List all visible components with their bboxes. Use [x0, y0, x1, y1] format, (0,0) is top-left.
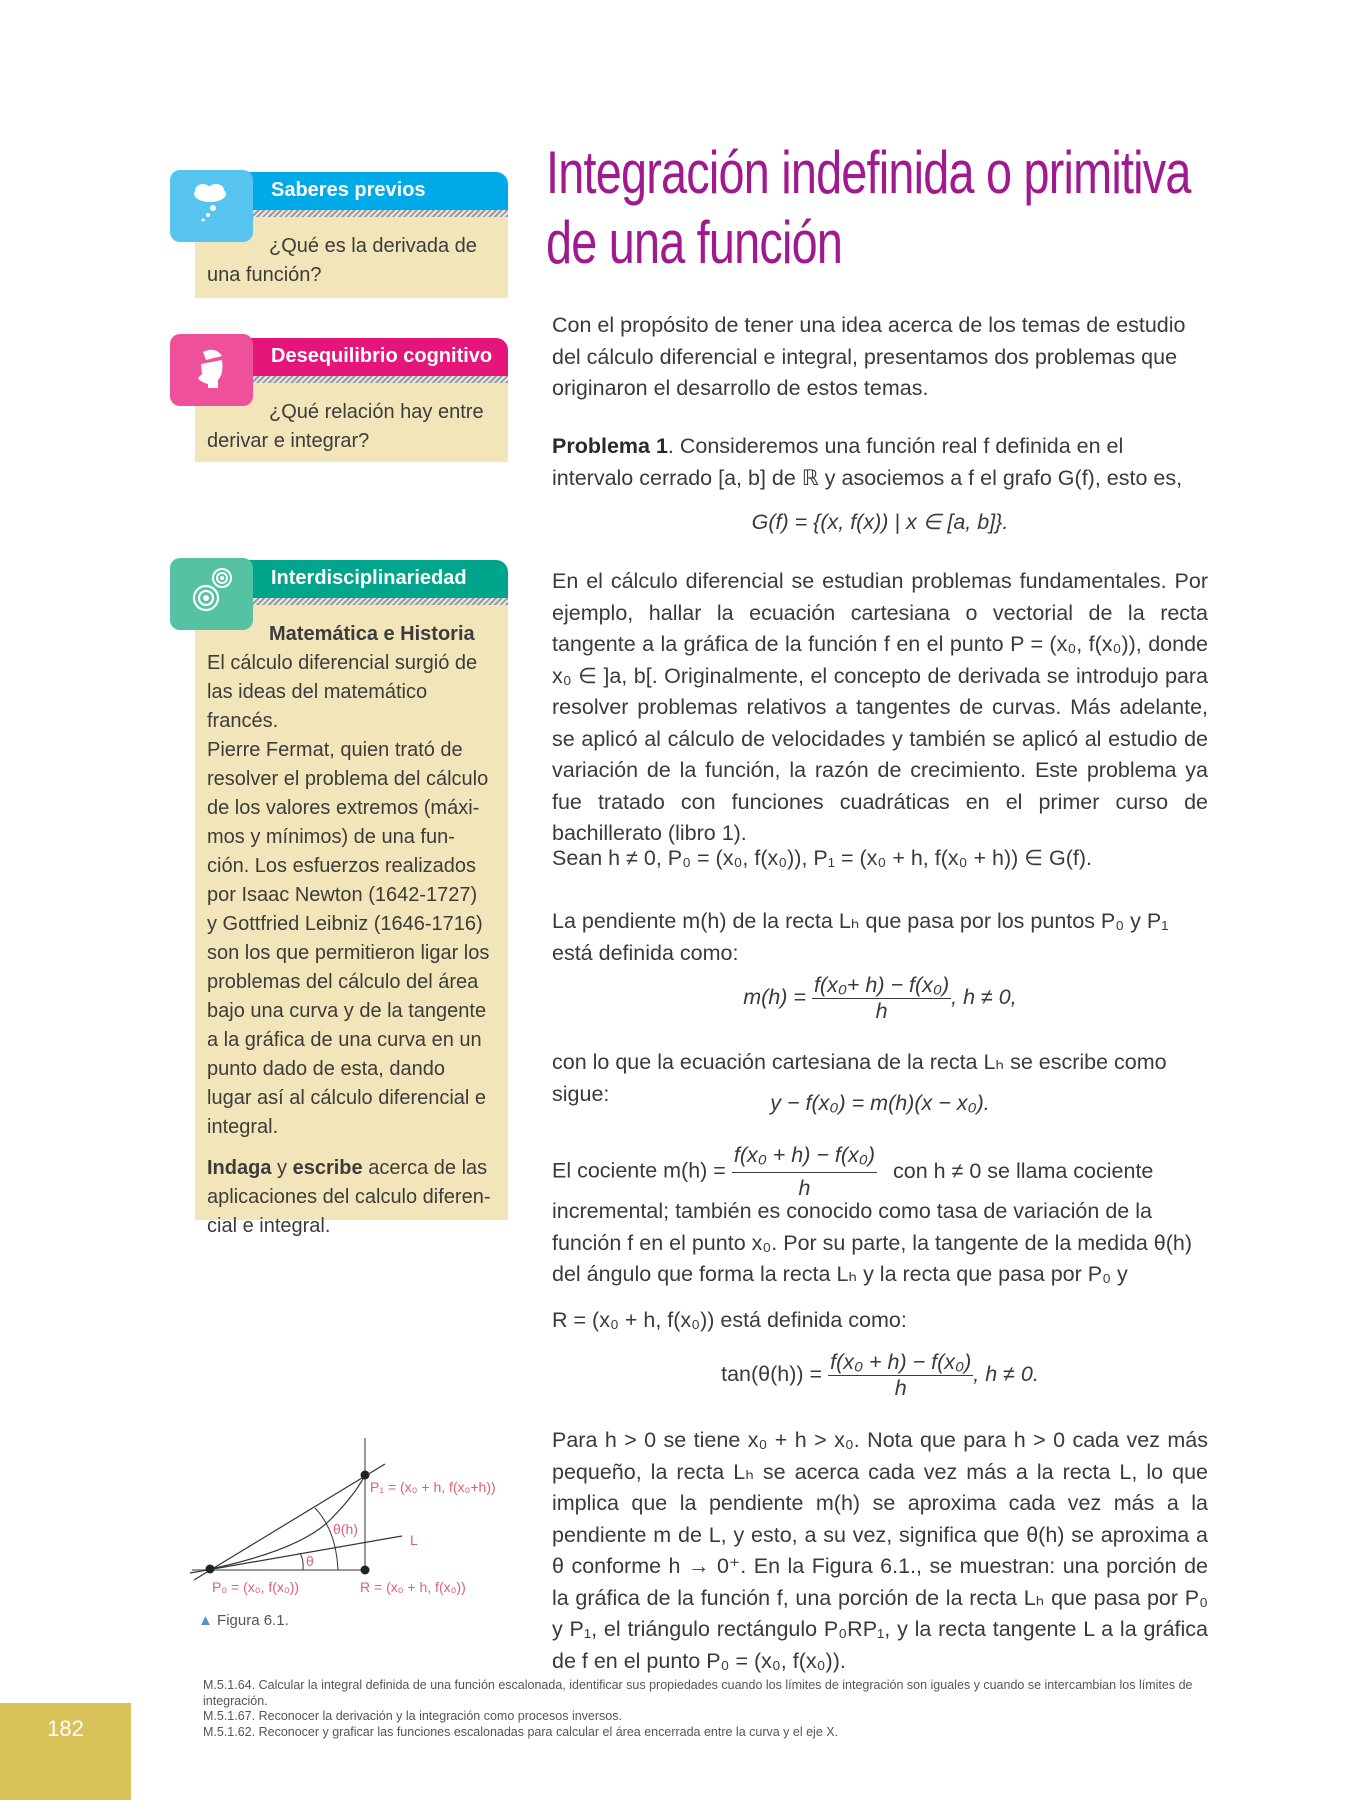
label-p1: P₁ = (x₀ + h, f(x₀+h)) [370, 1479, 496, 1495]
inter-body-line: Pierre Fermat, quien trató de [207, 739, 463, 761]
interdisciplinariedad-title: Interdisciplinariedad [271, 567, 467, 589]
theta-arc [300, 1553, 303, 1570]
desequilibrio-box [195, 345, 508, 462]
slope-numerator: f(x₀+ h) − f(x₀) [813, 973, 950, 997]
label-r: R = (x₀ + h, f(x₀)) [360, 1579, 466, 1595]
tangent-condition: , h ≠ 0. [973, 1362, 1039, 1387]
inter-body-line: integral. [207, 1116, 279, 1138]
interdisciplinariedad-box [195, 567, 508, 1237]
cociente-post: con h ≠ 0 se llama cociente [893, 1158, 1154, 1183]
curriculum-note: M.5.1.62. Reconocer y graficar las funciones escalonadas para calcular el área encerrada entre la curva y el eje X. [203, 1724, 839, 1739]
slope-condition: , h ≠ 0, [951, 985, 1017, 1010]
label-p0: P₀ = (x₀, f(x₀)) [212, 1579, 300, 1595]
tangent-fraction [828, 1350, 973, 1401]
task-connector: y [271, 1157, 293, 1179]
problema-text: . Consideremos una función real f definida en el intervalo cerrado [a, b] de ℝ y asociemos a f el grafo G(f), esto es, [552, 434, 1183, 490]
triangle-marker-icon: ▲ [198, 1612, 213, 1629]
inter-subtitle: Matemática e Historia [269, 623, 475, 645]
saberes-question-cont: una función? [207, 264, 322, 286]
task-text-line2: aplicaciones del calculo diferen- [207, 1186, 491, 1208]
inter-body-line: y Gottfried Leibniz (1646-1716) [207, 913, 483, 935]
inter-body-line: El cálculo diferencial surgió de [207, 652, 478, 674]
saberes-previos-title: Saberes previos [271, 179, 426, 201]
point-r [361, 1566, 370, 1575]
desequilibrio-title: Desequilibrio cognitivo [271, 345, 493, 367]
task-indaga: Indaga [207, 1157, 272, 1179]
tangent-formula [552, 1350, 1208, 1401]
inter-body [207, 649, 498, 1142]
diferencial-paragraph: En el cálculo diferencial se estudian problemas fundamentales. Por ejemplo, hallar la ecuación cartesiana o vectorial de la recta tangente a la gráfica de la función f en el punto P = (x₀, f(x₀)), donde x₀ ∈ ]a, b[. Originalmente, el concepto de derivada se introdujo para resolver problemas relativos a tangentes de curvas. Más adelante, se aplicó al cálculo de velocidades y también se aplicó al estudio de variación de la función, la razón de crecimiento. Este problema ya fue tratado con funciones cuadráticas en el primer curso de bachillerato (libro 1). [552, 569, 1208, 845]
task-text: acerca de las [362, 1157, 488, 1179]
page-title [546, 138, 1191, 278]
tangent-denominator: h [894, 1376, 907, 1400]
slope-denominator: h [875, 999, 888, 1023]
curriculum-note: M.5.1.64. Calcular la integral definida de una función escalonada, identificar sus propiedades cuando los límites de integración son iguales y cuando se intercambian los límites de integración. [203, 1678, 1193, 1708]
inter-body-line: resolver el problema del cálculo [207, 768, 489, 790]
cociente-line [552, 1140, 1208, 1204]
r-definition: R = (x₀ + h, f(x₀)) está definida como: [552, 1308, 907, 1332]
figure-caption [198, 1612, 289, 1629]
point-p1 [361, 1471, 370, 1480]
task-text-line3: cial e integral. [207, 1215, 331, 1237]
label-theta-h: θ(h) [333, 1521, 358, 1537]
inter-body-line: por Isaac Newton (1642-1727) [207, 884, 478, 906]
problema-label: Problema 1 [552, 434, 668, 458]
incremental-paragraph: incremental; también es conocido como tasa de variación de la función f en el punto x₀. Por su parte, la tangente de la medida θ(h) del ángulo que forma la recta Lₕ y la recta que pasa por P₀ y [552, 1199, 1192, 1286]
inter-body-line: son los que permitieron ligar los [207, 942, 490, 964]
tangent-line-l [190, 1536, 402, 1573]
theta-h-arc [315, 1508, 338, 1570]
inter-body-line: de los valores extremos (máxi- [207, 797, 480, 819]
curriculum-note: M.5.1.67. Reconocer la derivación y la integración como procesos inversos. [203, 1709, 622, 1723]
inter-body-line: las ideas del matemático francés. [207, 681, 428, 732]
inter-body-line: mos y mínimos) de una fun- [207, 826, 455, 848]
page-title-line2: de una función [546, 209, 843, 276]
inter-body-line: lugar así al cálculo diferencial e [207, 1087, 487, 1109]
saberes-previos-box [195, 179, 508, 298]
point-p0 [206, 1565, 215, 1574]
desequilibrio-question: ¿Qué relación hay entre [269, 401, 484, 423]
saberes-question: ¿Qué es la derivada de [269, 235, 477, 257]
ecuacion-intro: con lo que la ecuación cartesiana de la recta Lₕ se escribe como sigue: [552, 1050, 1167, 1106]
cociente-lhs: El cociente m(h) = [552, 1158, 726, 1183]
figure-caption-text: Figura 6.1. [217, 1612, 289, 1629]
slope-fraction [812, 973, 951, 1024]
inter-body-line: bajo una curva y de la tangente [207, 1000, 487, 1022]
cociente-fraction [732, 1140, 877, 1204]
tangent-numerator: f(x₀ + h) − f(x₀) [830, 1350, 972, 1374]
open-head-icon [170, 334, 253, 406]
desequilibrio-question-cont: derivar e integrar? [207, 430, 370, 452]
inter-body-line: ción. Los esfuerzos realizados [207, 855, 477, 877]
slope-lhs: m(h) = [743, 985, 806, 1010]
inter-body-line: a la gráfica de una curva en un [207, 1029, 482, 1051]
graph-equation [552, 510, 1208, 535]
cociente-denominator: h [798, 1175, 811, 1200]
curriculum-notes [203, 1678, 1203, 1740]
task-escribe: escribe [292, 1157, 363, 1179]
line-equation-text: y − f(x₀) = m(h)(x − x₀). [770, 1091, 990, 1115]
pendiente-paragraph: La pendiente m(h) de la recta Lₕ que pasa por los puntos P₀ y P₁ está definida como: [552, 909, 1169, 965]
inter-task [207, 1154, 498, 1241]
line-equation [552, 1091, 1208, 1116]
slope-formula [552, 973, 1208, 1024]
final-paragraph: Para h > 0 se tiene x₀ + h > x₀. Nota que para h > 0 cada vez más pequeño, la recta Lₕ se acerca cada vez más a la recta L, lo que implica que la pendiente m(h) se aproxima cada vez más a la pendiente m de L, y esto, a su vez, significa que θ(h) se aproxima a θ conforme h → 0⁺. En la Figura 6.1., se muestran: una porción de la gráfica de la función f, una porción de la recta Lₕ que pasa por P₀ y P₁, el triángulo rectángulo P₀RP₁, y la recta tangente L a la gráfica de f en el punto P₀ = (x₀, f(x₀)). [552, 1428, 1208, 1673]
page-title-line1: Integración indefinida o primitiva [546, 139, 1191, 206]
inter-body-line: problemas del cálculo del área [207, 971, 479, 993]
label-l: L [410, 1532, 418, 1548]
page-number: 182 [47, 1716, 84, 1741]
graph-equation-text: G(f) = {(x, f(x)) | x ∈ [a, b]}. [751, 510, 1009, 534]
sean-line: Sean h ≠ 0, P₀ = (x₀, f(x₀)), P₁ = (x₀ + h, f(x₀ + h)) ∈ G(f). [552, 846, 1092, 870]
tangent-lhs: tan(θ(h)) = [721, 1362, 823, 1387]
intro-paragraph: Con el propósito de tener una idea acerca de los temas de estudio del cálculo diferencial e integral, presentamos dos problemas que originaron el desarrollo de estos temas. [552, 313, 1186, 400]
cociente-numerator: f(x₀ + h) − f(x₀) [732, 1140, 877, 1173]
inter-body-line: punto dado de esta, dando [207, 1058, 445, 1080]
label-theta: θ [306, 1553, 314, 1569]
problema-paragraph [552, 431, 1208, 494]
